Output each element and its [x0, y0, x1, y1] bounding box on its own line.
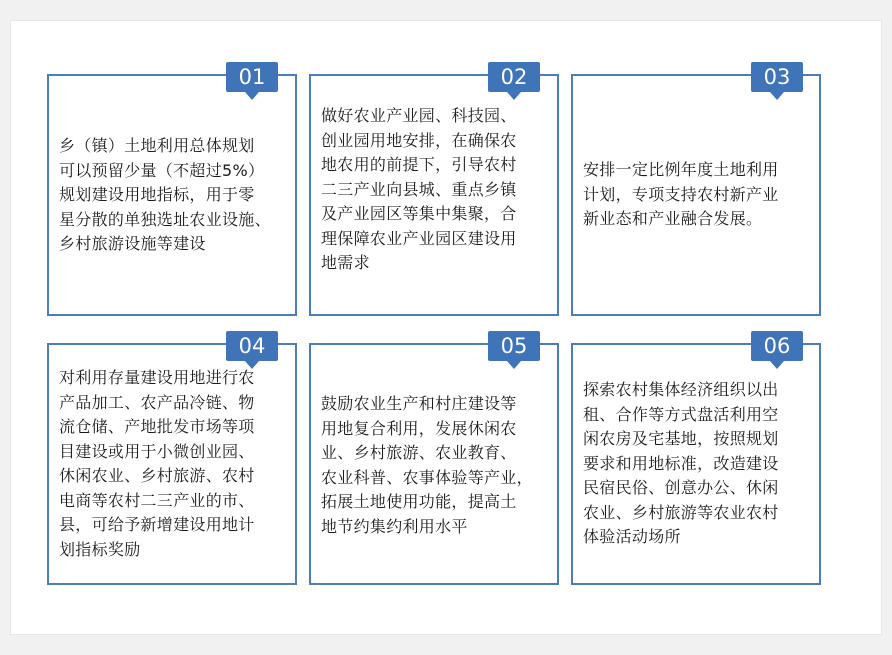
card-05-text: 鼓励农业生产和村庄建设等 用地复合利用，发展休闲农 业、乡村旅游、农业教育、 农业科普、农事体验等产业， 拓展土地使用功能，提高土 地节约集约利用水平 [321, 394, 533, 536]
card-04-number-badge: 04 [226, 331, 278, 361]
card-01 [47, 74, 297, 316]
card-05-number-badge: 05 [488, 331, 540, 361]
card-06 [571, 343, 821, 585]
card-05 [309, 343, 559, 585]
card-02-number-badge: 02 [488, 62, 540, 92]
card-02-text: 做好农业产业园、科技园、 创业园用地安排，在确保农 地农用的前提下，引导农村 二三产业向县城、重点乡镇 及产业园区等集中集聚，合 理保障农业产业园区建设用 地需求 [321, 106, 517, 272]
card-06-text: 探索农村集体经济组织以出 租、合作等方式盘活利用空 闲农房及宅基地，按照规划 要求和用地标准，改造建设 民宿民俗、创意办公、休闲 农业、乡村旅游等农业农村 体验活动场所 [583, 380, 779, 546]
card-06-number-badge: 06 [751, 331, 803, 361]
card-04-text: 对利用存量建设用地进行农 产品加工、农产品冷链、物 流仓储、产地批发市场等项 目建设或用于小微创业园、 休闲农业、乡村旅游、农村 电商等农村二三产业的市、 县，可给予新增建设用地计 划指标奖励 [59, 368, 255, 559]
card-01-text: 乡（镇）土地利用总体规划 可以预留少量（不超过5%） 规划建设用地指标，用于零 星分散的单独选址农业设施、 乡村旅游设施等建设 [59, 136, 271, 253]
card-02 [309, 74, 559, 316]
card-04 [47, 343, 297, 585]
card-03 [571, 74, 821, 316]
card-03-text: 安排一定比例年度土地利用 计划，专项支持农村新产业 新业态和产业融合发展。 [583, 160, 779, 228]
card-03-number-badge: 03 [751, 62, 803, 92]
card-01-number-badge: 01 [226, 62, 278, 92]
